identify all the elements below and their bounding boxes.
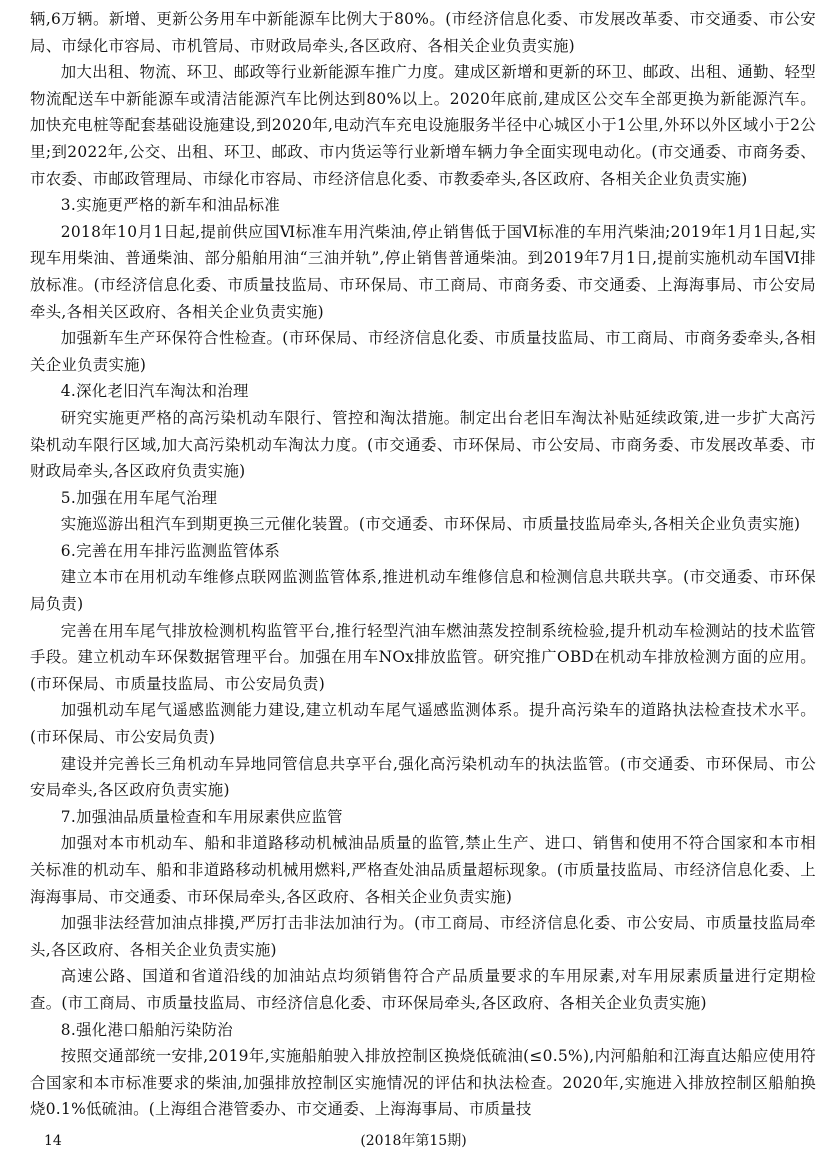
section-heading: 4.深化老旧汽车淘汰和治理 [60, 382, 249, 401]
paragraph: 加强非法经营加油点排摸,严厉打击非法加油行为。(市工商局、市经济信息化委、市公安局、市质量技监局牵头,各区政府、各相关企业负责实施) [30, 914, 816, 959]
paragraph: 按照交通部统一安排,2019年,实施船舶驶入排放控制区换烧低硫油(≤0.5%),内河船舶和江海直达船应使用符合国家和本市标准要求的柴油,加强排放控制区实施情况的评估和执法检查。2020年,实施进入排放控制区船舶换烧0.1%低硫油。(上海组合港管委办、市交通委、上海海事局、市质量技 [30, 1047, 816, 1119]
issue-label: (2018年第15期) [360, 1133, 467, 1149]
paragraph: 2018年10月1日起,提前供应国Ⅵ标准车用汽柴油,停止销售低于国Ⅵ标准的车用汽柴油;2019年1月1日起,实现车用柴油、普通柴油、部分船舶用油“三油并轨”,停止销售普通柴油。到2019年7月1日,提前实施机动车国Ⅵ排放标准。(市经济信息化委、市质量技监局、市环保局、市工商局、市商务委、市交通委、上海海事局、市公安局牵头,各相关区政府、各相关企业负责实施) [30, 222, 816, 321]
paragraph: 建立本市在用机动车维修点联网监测监管体系,推进机动车维修信息和检测信息共联共享。(市交通委、市环保局负责) [30, 568, 816, 614]
paragraph: 完善在用车尾气排放检测机构监管平台,推行轻型汽油车燃油蒸发控制系统检验,提升机动车检测站的技术监管手段。建立机动车环保数据管理平台。加强在用车NOx排放监管。研究推广OBD在机动车排放检测方面的应用。(市环保局、市质量技监局、市公安局负责) [30, 621, 816, 693]
paragraph: 高速公路、国道和省道沿线的加油站点均须销售符合产品质量要求的车用尿素,对车用尿素质量进行定期检查。(市工商局、市质量技监局、市经济信息化委、市环保局牵头,各区政府、各相关企业负责实施) [30, 967, 816, 1012]
section-heading: 3.实施更严格的新车和油品标准 [60, 196, 281, 215]
paragraph: 加强新车生产环保符合性检查。(市环保局、市经济信息化委、市质量技监局、市工商局、市商务委牵头,各相关企业负责实施) [30, 329, 816, 374]
paragraph: 加强对本市机动车、船和非道路移动机械油品质量的监管,禁止生产、进口、销售和使用不符合国家和本市相关标准的机动车、船和非道路移动机械用燃料,严格查处油品质量超标现象。(市质量技监局、市经济信息化委、上海海事局、市交通委、市环保局牵头,各区政府、各相关企业负责实施) [30, 834, 816, 906]
paragraph: 辆,6万辆。新增、更新公务用车中新能源车比例大于80%。(市经济信息化委、市发展改革委、市交通委、市公安局、市绿化市容局、市机管局、市财政局牵头,各区政府、各相关企业负责实施) [30, 10, 816, 55]
section-heading: 7.加强油品质量检查和车用尿素供应监管 [60, 807, 343, 826]
section-heading: 6.完善在用车排污监测监管体系 [60, 541, 281, 560]
page-footer [0, 1128, 827, 1154]
paragraph: 加强机动车尾气遥感监测能力建设,建立机动车尾气遥感监测体系。提升高污染车的道路执法检查技术水平。(市环保局、市公安局负责) [30, 701, 816, 747]
paragraph: 建设并完善长三角机动车异地同管信息共享平台,强化高污染机动车的执法监管。(市交通委、市环保局、市公安局牵头,各区政府负责实施) [30, 754, 816, 800]
page-number: 14 [44, 1133, 62, 1149]
section-heading: 8.强化港口船舶污染防治 [60, 1020, 233, 1039]
document-body [30, 6, 816, 1123]
section-heading: 5.加强在用车尾气治理 [60, 488, 218, 507]
paragraph: 加大出租、物流、环卫、邮政等行业新能源车推广力度。建成区新增和更新的环卫、邮政、出租、通勤、轻型物流配送车中新能源车或清洁能源汽车比例达到80%以上。2020年底前,建成区公交车全部更换为新能源汽车。加快充电桩等配套基础设施建设,到2020年,电动汽车充电设施服务半径中心城区小于1公里,外环以外区域小于2公里;到2022年,公交、出租、环卫、邮政、市内货运等行业新增车辆力争全面实现电动化。(市交通委、市商务委、市农委、市邮政管理局、市绿化市容局、市经济信息化委、市教委牵头,各区政府、各相关企业负责实施) [30, 63, 816, 188]
paragraph: 研究实施更严格的高污染机动车限行、管控和淘汰措施。制定出台老旧车淘汰补贴延续政策,进一步扩大高污染机动车限行区域,加大高污染机动车淘汰力度。(市交通委、市环保局、市公安局、市商务委、市发展改革委、市财政局牵头,各区政府负责实施) [30, 408, 816, 481]
paragraph: 实施巡游出租汽车到期更换三元催化装置。(市交通委、市环保局、市质量技监局牵头,各相关企业负责实施) [60, 515, 801, 534]
